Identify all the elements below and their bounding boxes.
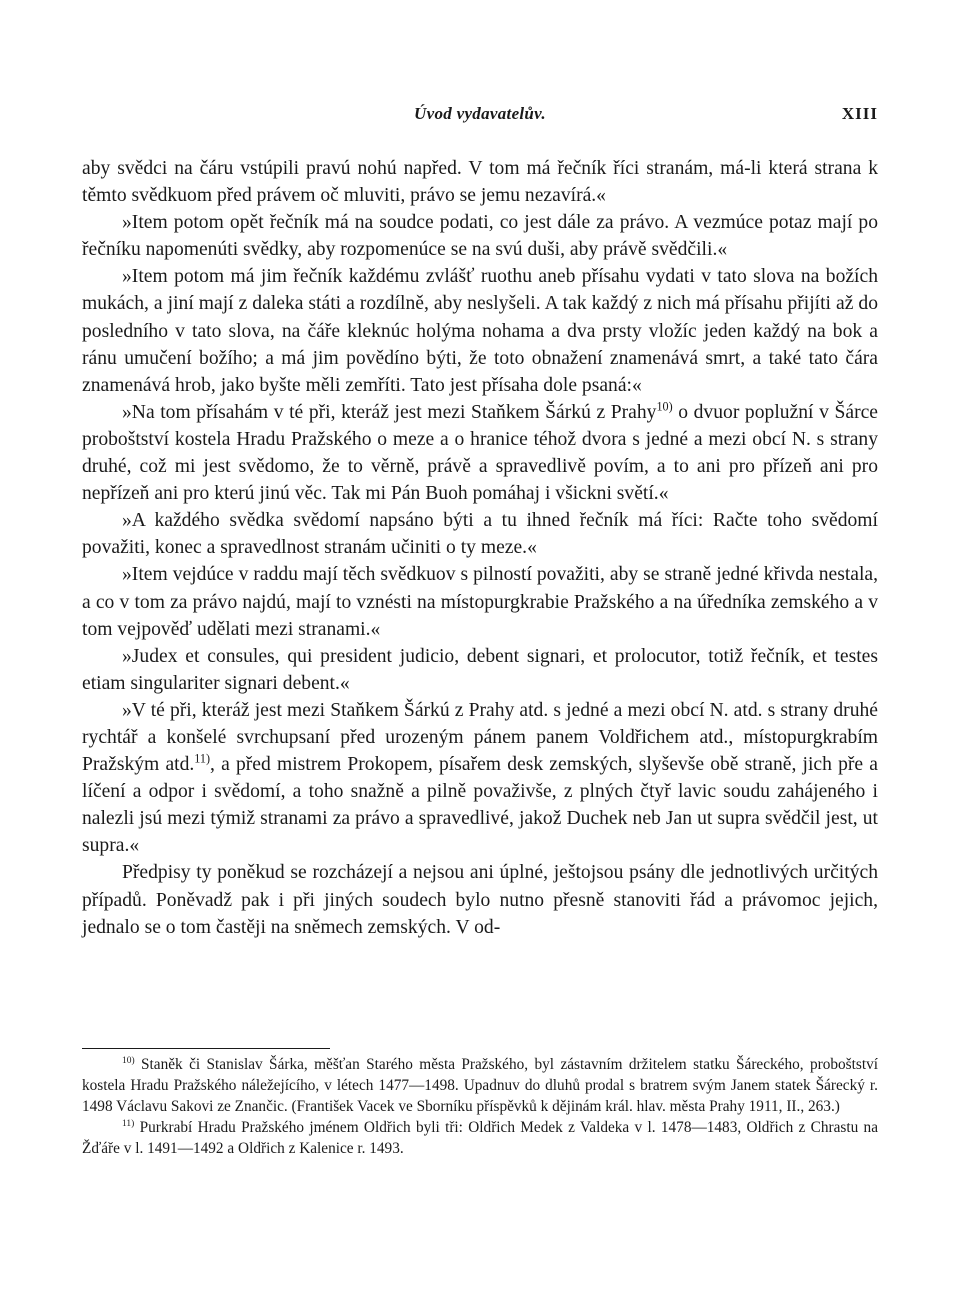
paragraph-1: aby svědci na čáru vstúpili pravú nohú napřed. V tom má řečník říci stranám, má-li která strana k těmto svědkuom před právem oč mluviti, právo se jemu nezavírá.« bbox=[82, 158, 878, 207]
footnote-10: $^{10)}$ Staněk či Stanislav Šárka, měšťan Starého města Pražského, byl zástavním držitelem statku Šáreckého, proboštství kostela Hradu Pražského náležejícího, v létech 1477—1498. Upadnuv do dluhů prodal s bratrem svým Janem statek Šárecký r. 1498 Václavu Sakovi ze Znančic. (František Vacek ve Sborníku příspěvků k dějinám král. hlav. města Prahy 1911, II., 263.) bbox=[82, 1055, 878, 1116]
paragraph-4: »Na tom přísahám v té při, kteráž jest mezi Staňkem Šárkú z Prahy$^{10)}$ o dvuor poplužní v Šárce proboštství kostela Hradu Pražského o meze a o hranice téhož dvora s jedné a mezi obcí N. s strany druhé, což mi jest svědomo, že to věrně, právě a spravedlivě povím, a to ani pro přízeň ani pro nepřízeň ani pro kterú jinú věc. Tak mi Pán Buoh pomáhaj i všickni světí.« bbox=[82, 399, 878, 505]
footnotes bbox=[82, 1054, 878, 1159]
footnote-divider bbox=[82, 1048, 330, 1049]
body-text bbox=[82, 155, 878, 941]
paragraph-5: »A každého svědka svědomí napsáno býti a tu ihned řečník má říci: Račte toho svědomí považiti, konec a spravedlnost stranám učiniti o ty meze.« bbox=[82, 510, 878, 559]
paragraph-3: »Item potom má jim řečník každému zvlášť ruothu aneb přísahu vydati v tato slova na božích mukách, a jiní mají z daleka státi a rozdílně, aby neslyšeli. A tak každý z nich má přísahu přijíti až do posledního v tato slova, na čáře kleknúc holýma nohama a dva prsty vložíc jeden každý na bok a ránu umučení božího; a má jim povědíno býti, že toto obnažení znamenává smrt, a také tato čára znamenává hrob, jako byšte měli zemříti. Tato jest přísaha dole psaná:« bbox=[82, 266, 878, 396]
paragraph-7: »Judex et consules, qui president judicio, debent signari, et prolocutor, totiž řečník, et testes etiam singulariter signari debent.« bbox=[82, 645, 878, 694]
page-number: XIII bbox=[841, 104, 878, 123]
page-header bbox=[82, 104, 878, 128]
footnote-ref-10: 10) bbox=[656, 399, 673, 414]
paragraph-9: Předpisy ty poněkud se rozcházejí a nejsou ani úplné, ještojsou psány dle jednotlivých určitých případů. Poněvadž pak i při jiných soudech bylo nutno přesně stanoviti řád a právomoc jejich, jednalo se o tom častěji na sněmech zemských. V od- bbox=[82, 862, 878, 938]
paragraph-2: »Item potom opět řečník má na soudce podati, co jest dále za právo. A vezmúce potaz mají po řečníku napomenúti svědky, aby rozpomenúce se na svú duši, aby právě svědčili.« bbox=[82, 212, 878, 261]
paragraph-6: »Item vejdúce v raddu mají těch svědkuov s pilností považiti, aby se straně jedné křivda nestala, a co v tom za právo najdú, mají to vznésti na místopurgkrabie Pražského a na úředníka zemského a v tom vejpověď udělati mezi stranami.« bbox=[82, 564, 878, 640]
footnote-ref-11: 11) bbox=[194, 751, 211, 766]
paragraph-8: »V té při, kteráž jest mezi Staňkem Šárkú z Prahy atd. s jedné a mezi obcí N. atd. s strany druhé rychtář a konšelé svrchupsaní před urozeným pánem panem Voldřichem atd., místopurgkrabím Pražským atd.$^{11)}$, a před mistrem Prokopem, písařem desk zemských, slyševše obě straně, jich pře a líčení a odpor i svědomí, a toho snažně a pilně považivše, z plných čtyř lavic soudu zahájeného i nalezli jsú mezi týmiž stranami za právo a spravedlivé, jakož Duchek neb Jan ut supra svědčil jest, ut supra.« bbox=[82, 699, 878, 857]
footnote-mark: 10) bbox=[122, 1055, 135, 1066]
running-title: Úvod vydavatelův. bbox=[414, 104, 546, 123]
footnote-mark: 11) bbox=[122, 1119, 135, 1130]
footnote-11: $^{11)}$ Purkrabí Hradu Pražského jménem Oldřich byli tři: Oldřich Medek z Valdeka v l. 1478—1483, Oldřich z Chrastu na Žďáře v l. 1491—1492 a Oldřich z Kalenice r. 1493. bbox=[82, 1119, 878, 1158]
